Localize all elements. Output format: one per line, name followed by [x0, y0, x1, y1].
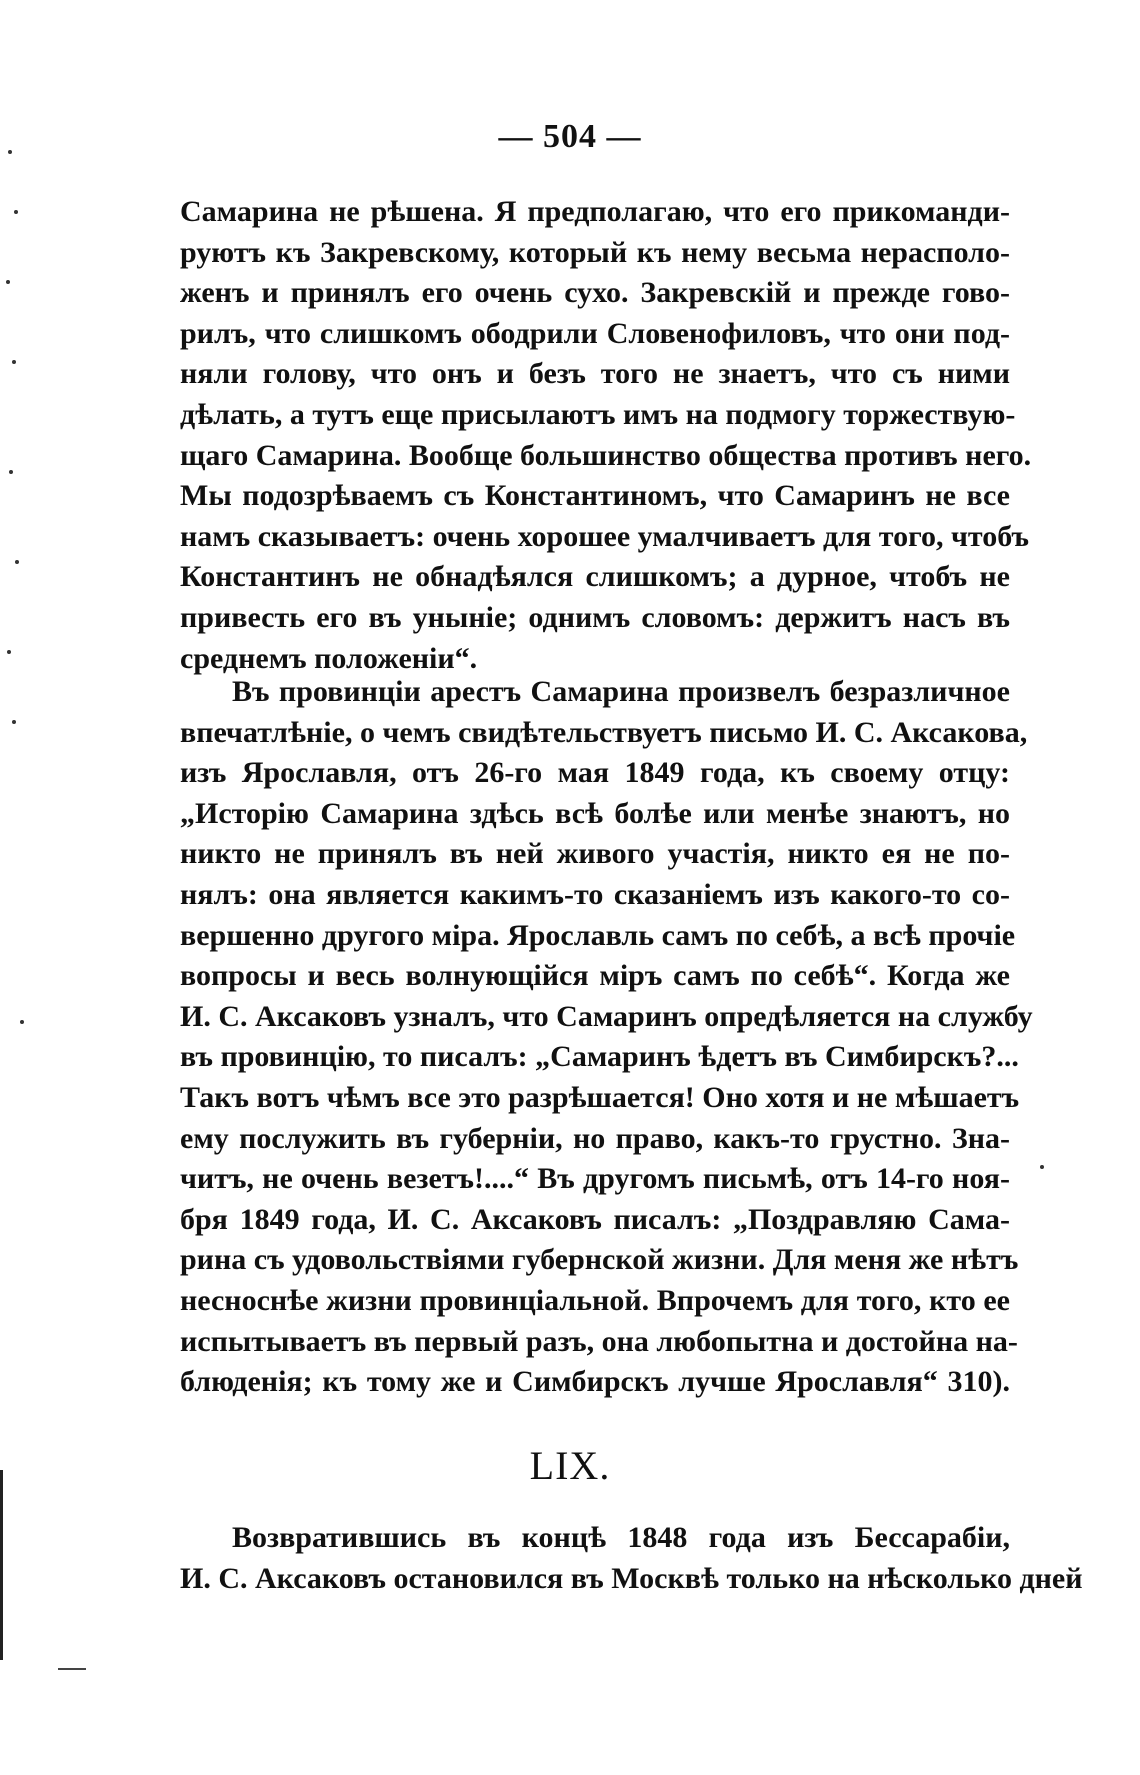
- section-heading: LIX.: [529, 1443, 611, 1488]
- text-line: Константинъ не обнадѣялся слишкомъ; а дурное, чтобъ не: [180, 560, 1010, 594]
- text-line: рина съ удовольствіями губернской жизни. Для меня же нѣтъ: [180, 1243, 1019, 1277]
- text-line: блюденія; къ тому же и Симбирскъ лучше Ярославля“ 310).: [180, 1365, 1010, 1399]
- text-line: рилъ, что слишкомъ ободрили Словенофиловъ, что они под-: [180, 316, 1010, 350]
- scan-margin-marks: [0, 0, 30, 1775]
- text-line: няли голову, что онъ и безъ того не знаетъ, что съ ними: [180, 357, 1010, 391]
- text-line: никто не принялъ въ ней живого участія, никто ея не по-: [180, 837, 1010, 871]
- scan-speck: [12, 360, 16, 364]
- text-line: Мы подозрѣваемъ съ Константиномъ, что Самаринъ не все: [180, 479, 1010, 513]
- text-line: Самарина не рѣшена. Я предполагаю, что его прикоманди-: [180, 195, 1010, 228]
- text-line: испытываетъ въ первый разъ, она любопытна и достойна на-: [180, 1324, 1018, 1358]
- text-line: привесть его въ уныніе; однимъ словомъ: держитъ насъ въ: [180, 600, 1010, 634]
- text-line: впечатлѣніе, о чемъ свидѣтельствуетъ письмо И. С. Аксакова,: [180, 715, 1028, 749]
- text-line: руютъ къ Закревскому, который къ нему весьма нерасполо-: [180, 235, 1010, 269]
- text-line: Такъ вотъ чѣмъ все это разрѣшается! Оно хотя и не мѣшаетъ: [180, 1080, 1020, 1114]
- scan-speck: [20, 1020, 24, 1024]
- text-line: вопросы и весь волнующійся міръ самъ по себѣ“. Когда же: [180, 959, 1010, 993]
- text-line: читъ, не очень везетъ!....“ Въ другомъ письмѣ, отъ 14-го ноя-: [180, 1162, 1010, 1196]
- scan-speck: [12, 720, 16, 724]
- page-number: — 504 —: [498, 118, 642, 155]
- text-line: И. С. Аксаковъ остановился въ Москвѣ только на нѣсколько дней: [180, 1561, 1083, 1595]
- text-line: И. С. Аксаковъ узналъ, что Самаринъ опредѣляется на службу: [180, 999, 1033, 1033]
- scan-edge-rule: [0, 1470, 3, 1660]
- text-line: дѣлать, а тутъ еще присылаютъ имъ на подмогу торжествую-: [180, 397, 1016, 431]
- text-line: Въ провинціи арестъ Самарина произвелъ безразличное: [232, 675, 1010, 708]
- scan-speck: [8, 150, 12, 154]
- scan-speck: [14, 210, 18, 214]
- scan-speck: [15, 560, 19, 564]
- text-line: „Исторію Самарина здѣсь всѣ болѣе или менѣе знаютъ, но: [180, 796, 1010, 830]
- text-line: въ провинцію, то писалъ: „Самаринъ ѣдетъ въ Симбирскъ?...: [180, 1040, 1019, 1074]
- text-line: нялъ: она является какимъ-то сказаніемъ изъ какого-то со-: [180, 877, 1010, 911]
- text-line: женъ и принялъ его очень сухо. Закревскій и прежде гово-: [180, 276, 1010, 310]
- text-line: изъ Ярославля, отъ 26-го мая 1849 года, къ своему отцу:: [180, 756, 1010, 790]
- scan-speck: [6, 280, 10, 284]
- paragraph-3: [180, 1518, 1083, 1599]
- scan-stray-dash: [58, 1668, 86, 1670]
- paragraph-2: [180, 672, 1033, 1403]
- text-line: бря 1849 года, И. С. Аксаковъ писалъ: „Поздравляю Сама-: [180, 1202, 1010, 1236]
- scan-speck: [7, 650, 11, 654]
- text-line: щаго Самарина. Вообще большинство общества противъ него.: [180, 438, 1032, 472]
- scan-speck: [9, 470, 13, 474]
- text-line: несноснѣе жизни провинціальной. Впрочемъ для того, кто ее: [180, 1283, 1010, 1317]
- text-line: Возвратившись въ концѣ 1848 года изъ Бессарабіи,: [232, 1521, 1010, 1554]
- text-line: вершенно другого міра. Ярославль самъ по себѣ, а всѣ прочіе: [180, 918, 1016, 952]
- paragraph-1: [180, 192, 1032, 679]
- text-line: среднемъ положеніи“.: [180, 641, 478, 675]
- scan-speck: [1040, 1165, 1044, 1169]
- text-line: намъ сказываетъ: очень хорошее умалчиваетъ для того, чтобъ: [180, 519, 1030, 553]
- text-line: ему послужить въ губерніи, но право, какъ-то грустно. Зна-: [180, 1121, 1010, 1155]
